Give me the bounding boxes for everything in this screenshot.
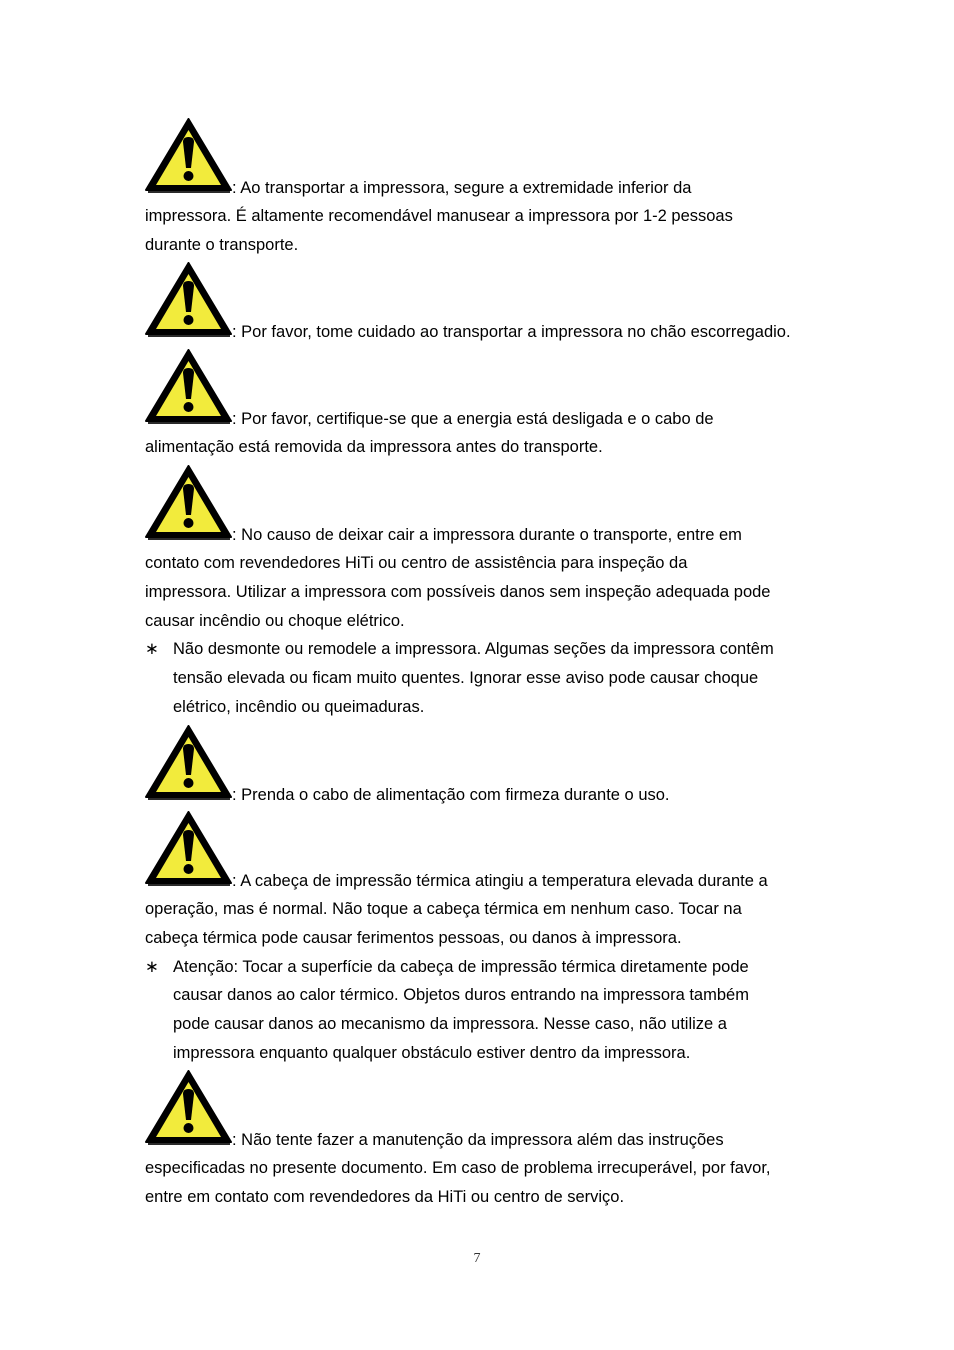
warning-text-line: : No causo de deixar cair a impressora durante o transporte, entre em bbox=[232, 525, 742, 544]
warning-text-line: : Por favor, tome cuidado ao transportar a impressora no chão escorregadio. bbox=[232, 322, 791, 341]
warning-triangle-icon bbox=[145, 262, 232, 338]
warning-text-line: : Por favor, certifique-se que a energia está desligada e o cabo de bbox=[232, 409, 714, 428]
warning-text-line: : Prenda o cabo de alimentação com firmeza durante o uso. bbox=[232, 785, 670, 804]
warning-text-line: : Ao transportar a impressora, segure a extremidade inferior da bbox=[232, 178, 692, 197]
warning-text bbox=[145, 262, 845, 346]
warning-text bbox=[145, 811, 845, 1067]
warning-text-line: especificadas no presente documento. Em caso de problema irrecuperável, por favor, bbox=[145, 1159, 771, 1178]
warning-triangle-icon bbox=[145, 1070, 232, 1146]
warning-triangle-icon bbox=[145, 349, 232, 425]
warning-block bbox=[145, 262, 845, 346]
note-text-line: impressora enquanto qualquer obstáculo estiver dentro da impressora. bbox=[173, 1043, 691, 1062]
warning-text-line: : A cabeça de impressão térmica atingiu a temperatura elevada durante a bbox=[232, 871, 768, 890]
warning-triangle-icon bbox=[145, 465, 232, 541]
warning-block bbox=[145, 1070, 845, 1212]
note-bullet: ∗ bbox=[145, 640, 159, 659]
warning-text-line: cabeça térmica pode causar ferimentos pessoas, ou danos à impressora. bbox=[145, 928, 682, 947]
note bbox=[145, 953, 845, 1068]
note-bullet: ∗ bbox=[145, 957, 159, 976]
warning-text-line: : Não tente fazer a manutenção da impressora além das instruções bbox=[232, 1130, 724, 1149]
warning-triangle-icon bbox=[145, 725, 232, 801]
warning-triangle-icon bbox=[145, 811, 232, 887]
warning-text-line: operação, mas é normal. Não toque a cabeça térmica em nenhum caso. Tocar na bbox=[145, 900, 742, 919]
note-text-line: elétrico, incêndio ou queimaduras. bbox=[173, 697, 425, 716]
warning-text-line: entre em contato com revendedores da HiTi ou centro de serviço. bbox=[145, 1187, 625, 1206]
warning-text-line: impressora. Utilizar a impressora com possíveis danos sem inspeção adequada pode bbox=[145, 582, 771, 601]
warning-block bbox=[145, 349, 845, 462]
note-text-line: causar danos ao calor térmico. Objetos duros entrando na impressora também bbox=[173, 986, 749, 1005]
warning-text-line: contato com revendedores HiTi ou centro de assistência para inspeção da bbox=[145, 554, 688, 573]
warning-triangle-icon bbox=[145, 118, 232, 194]
warning-block bbox=[145, 811, 845, 1067]
warning-block bbox=[145, 465, 845, 721]
warning-block bbox=[145, 118, 845, 260]
note bbox=[145, 635, 845, 721]
note-text-line: pode causar danos ao mecanismo da impressora. Nesse caso, não utilize a bbox=[173, 1014, 727, 1033]
warning-block bbox=[145, 725, 845, 809]
warning-text bbox=[145, 725, 845, 809]
warning-text-line: durante o transporte. bbox=[145, 235, 299, 254]
warning-text-line: causar incêndio ou choque elétrico. bbox=[145, 611, 405, 630]
note-text-line: tensão elevada ou ficam muito quentes. Ignorar esse aviso pode causar choque bbox=[173, 668, 759, 687]
warning-text bbox=[145, 118, 845, 260]
warning-text-line: impressora. É altamente recomendável manusear a impressora por 1-2 pessoas bbox=[145, 207, 733, 226]
page-number: 7 bbox=[473, 1251, 481, 1266]
note-text-line: Não desmonte ou remodele a impressora. Algumas seções da impressora contêm bbox=[173, 640, 774, 659]
warning-text-line: alimentação está removida da impressora antes do transporte. bbox=[145, 438, 603, 457]
warning-text bbox=[145, 349, 845, 462]
warning-text bbox=[145, 465, 845, 721]
note-text-line: Atenção: Tocar a superfície da cabeça de impressão térmica diretamente pode bbox=[173, 957, 749, 976]
warning-text bbox=[145, 1070, 845, 1212]
